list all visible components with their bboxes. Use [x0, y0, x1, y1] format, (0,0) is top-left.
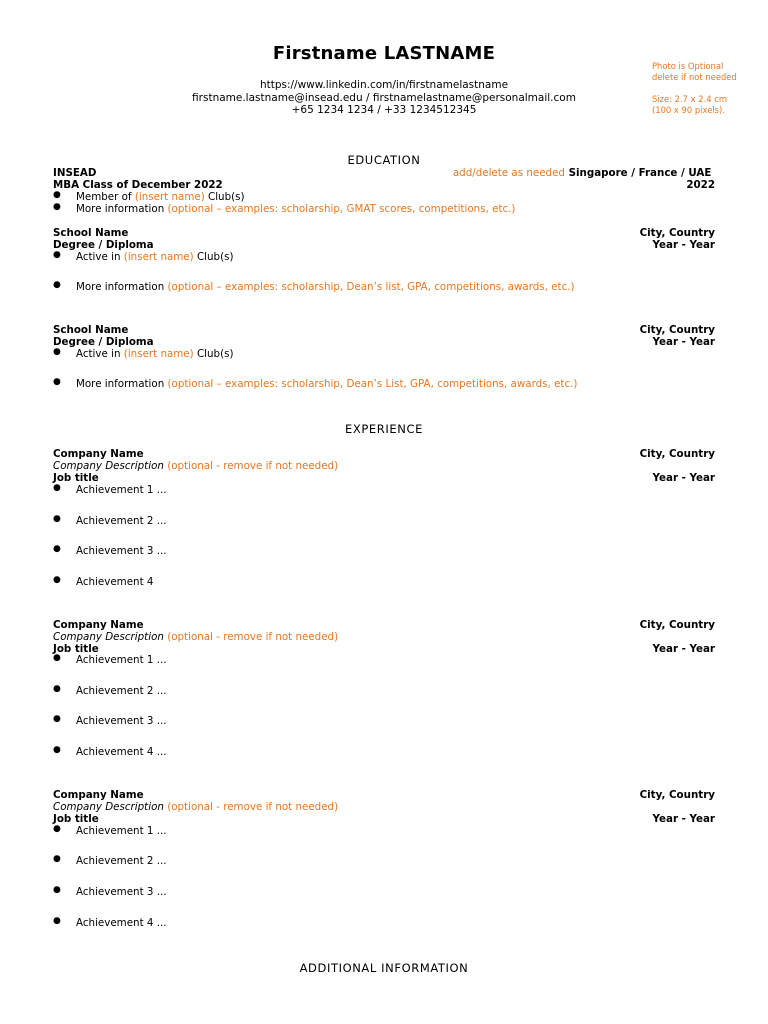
insead-location: Singapore / France / UAE	[568, 167, 712, 179]
school-location: City, Country	[639, 227, 715, 239]
phone-numbers: +65 1234 1234 / +33 1234512345	[291, 104, 477, 116]
school-name-insead: INSEAD	[53, 167, 97, 179]
school-years: Year - Year	[652, 239, 715, 251]
job-title: Job title	[53, 472, 99, 484]
school-location: City, Country	[639, 324, 715, 336]
linkedin-link[interactable]: https://www.linkedin.com/in/firstnamelastname	[259, 79, 509, 91]
photo-note-line1: Photo is Optional	[652, 61, 724, 71]
photo-note-size: Size: 2.7 x 2.4 cm (100 x 90 pixels).	[652, 94, 728, 115]
company-location: City, Country	[639, 619, 715, 631]
school-name: School Name	[53, 324, 129, 336]
company-description: Company Description (optional - remove if not needed)	[53, 801, 339, 813]
email-addresses: firstname.lastname@insead.edu / firstnamelastname@personalmail.com	[192, 92, 576, 104]
job-years: Year - Year	[652, 643, 715, 655]
section-title-education: EDUCATION	[347, 153, 421, 167]
insead-program: MBA Class of December 2022	[53, 179, 223, 191]
company-name: Company Name	[53, 789, 144, 801]
job-title: Job title	[53, 643, 99, 655]
school-years: Year - Year	[652, 336, 715, 348]
candidate-name: Firstname LASTNAME	[272, 43, 496, 64]
company-description: Company Description (optional - remove if not needed)	[53, 631, 339, 643]
photo-note-line2: delete if not needed	[652, 72, 737, 82]
insead-location-line	[453, 167, 715, 179]
insead-year: 2022	[686, 179, 715, 191]
section-title-additional: ADDITIONAL INFORMATION	[299, 961, 469, 975]
company-location: City, Country	[639, 448, 715, 460]
company-location: City, Country	[639, 789, 715, 801]
school-degree: Degree / Diploma	[53, 336, 154, 348]
school-name: School Name	[53, 227, 129, 239]
job-years: Year - Year	[652, 472, 715, 484]
photo-note	[652, 61, 742, 116]
school-degree: Degree / Diploma	[53, 239, 154, 251]
company-name: Company Name	[53, 619, 144, 631]
job-title: Job title	[53, 813, 99, 825]
company-description: Company Description (optional - remove if not needed)	[53, 460, 339, 472]
resume-page: Firstname LASTNAME https://www.linkedin.com/in/firstnamelastname firstname.lastname@insead.edu / firstnamelastname@personalmail.com +65 1234 1234 / +33 1234512345 Photo is Optional delete if not needed Size: 2.7 x 2.4 cm (100 x 90 pixels). EDUCATION INSEAD add/delete as needed Singapore / France / UAE MBA Class of December 2022 2022 ● Member of (insert name) Club(s) ● More information (optional – examples: scholarship, GMAT scores, competitions, etc.) School Name City, Country Degree / Diploma Year - Year ● Active in (insert name) Club(s) ● More information (optional – examples: scholarship, Dean’s list, GPA, competitions, awards, etc.) School Name City, Country Degree / Diploma Year - Year ● Active in (insert name) Club(s) ● More information (optional – examples: scholarship, Dean’s List, GPA, competitions, awards, etc.) EXPERIENCE Company Name City, Country Company Description (optional - remove if not needed) Job title Year - Year ● Achievement 1 ... ● Achievement 2 ... ● Achievement 3 ... ● Achievement 4 Company Name City, Country Company Description (optional - remove if not needed) Job title Year - Year ● Achievement 1 ... ● Achievement 2 ... ● Achievement 3 ... ● Achievement 4 ... Company Name City, Country Company Description (optional - remove if not needed) Job title Year - Year ● Achievement 1 ... ● Achievement 2 ... ● Achievement 3 ... ● Achievement 4 ... ADDITIONAL INFORMATION	[0, 0, 768, 1024]
section-title-experience: EXPERIENCE	[345, 422, 423, 436]
company-name: Company Name	[53, 448, 144, 460]
job-years: Year - Year	[652, 813, 715, 825]
add-delete-note: add/delete as needed	[452, 167, 565, 179]
